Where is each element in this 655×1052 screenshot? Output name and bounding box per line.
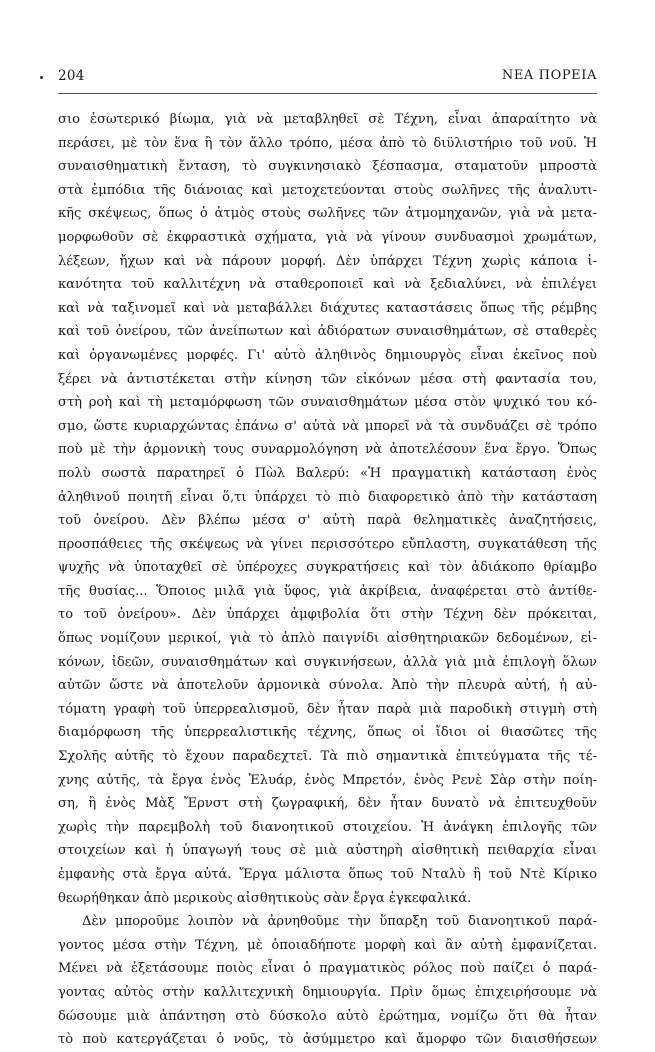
text-line: καὶ νὰ ταξινομεῖ καὶ νὰ μεταβάλλει διάχυτες καταστάσεις ὅπως τῆς ρέμβης <box>58 300 597 316</box>
text-line: διαμόρφωση τῆς ὑπερρεαλιστικῆς τέχνης, ὅπως οἱ ἴδιοι οἱ θιασῶτες τῆς <box>58 725 597 741</box>
text-line: σμο, ὥστε κυριαρχώντας ἐπάνω σ' αὐτὰ νὰ μπορεῖ νὰ τὰ συνδυάζει σὲ τρόπο <box>58 418 597 434</box>
text-line: στὴ ροὴ καὶ τὴ μεταμόρφωση τῶν συναισθημάτων μέσα στὸν ψυχικό του κό- <box>58 395 597 411</box>
text-line: το τοῦ ὀνείρου». Δὲν ὑπάρχει ἀμφιβολία ὅτι στὴν Τέχνη δὲν πρόκειται, <box>58 607 597 623</box>
text-line: προσπάθειες τῆς σκέψεως νὰ γίνει περισσότερο εὔπλαστη, συγκατάθεση τῆς <box>58 536 597 552</box>
text-line: κανότητα τοῦ καλλιτέχνη νὰ σταθεροποιεῖ καὶ νὰ ξεδιαλύνει, νὰ ἐπιλέγει <box>58 277 597 293</box>
text-line: στὰ ἐμπόδια τῆς διάνοιας καὶ μετοχετεύονται στοὺς σωλῆνες τῆς ἀναλυτι- <box>58 182 597 198</box>
text-line: ὅπως νομίζουν μερικοί, γιὰ τὸ ἁπλὸ παιγνίδι αἰσθητηριακῶν δεδομένων, εἰ- <box>58 631 597 647</box>
page-header <box>0 68 655 92</box>
text-line: τοῦ ὀνείρου. Δὲν βλέπω μέσα σ' αὐτὴ παρὰ θεληματικὲς ἀναζητήσεις, <box>58 513 597 529</box>
text-line: ἐμφανὴς στὰ ἔργα αὐτά. Ἔργα μάλιστα ὅπως τοῦ Νταλὺ ἢ τοῦ Ντὲ Κίρικο <box>58 867 597 882</box>
text-line: λέξεων, ἤχων καὶ νὰ πάρουν μορφή. Δὲν ὑπάρχει Τέχνη χωρὶς κάποια ἱ- <box>58 253 597 269</box>
margin-dot <box>40 76 43 79</box>
text-line: θεωρήθηκαν ἀπὸ μερικοὺς αἰσθητικοὺς σὰν ἔργα ἐγκεφαλικά. <box>58 890 472 906</box>
text-line: μορφωθοῦν σὲ ἐκφραστικὰ σχήματα, γιὰ νὰ γίνουν συνδυασμοὶ χρωμάτων, <box>58 229 597 245</box>
text-line: χωρὶς τὴν παρεμβολὴ τοῦ διανοητικοῦ στοιχείου. Ἡ ἀνάγκη ἐπιλογῆς τῶν <box>58 819 597 835</box>
text-line: καὶ ὀργανωμένες μορφές. Γι' αὐτὸ ἀληθινὸς δημιουργὸς εἶναι ἐκεῖνος ποὺ <box>58 347 597 363</box>
running-head: ΝΕΑ ΠΟΡΕΙΑ <box>501 68 597 83</box>
text-line: τῆς θυσίας... Ὅποιος μιλᾶ γιὰ ὕφος, γιὰ ἀκρίβεια, ἀναφέρεται στὸ ἀντίθε- <box>58 583 597 599</box>
text-line: κῆς σκέψεως, ὅπως ὁ ἀτμὸς στοὺς σωλῆνες τῶν ἀτμομηχανῶν, γιὰ νὰ μετα- <box>58 206 597 222</box>
text-line: χνης αὐτῆς, τὰ ἔργα ἑνὸς Ἐλυάρ, ἑνὸς Μπρετόν, ἑνὸς Ρενὲ Σὰρ στὴν ποίη- <box>58 772 597 788</box>
text-line: συναισθηματικὴ ἔνταση, τὸ συγκινησιακὸ ξέσπασμα, σταματοῦν μπροστὰ <box>58 159 597 175</box>
text-line: ψυχῆς νὰ ὑποταχθεῖ σὲ ὑπέροχες συγκρατήσεις καὶ τὸν ἀδιάκοπο θρίαμβο <box>58 560 597 576</box>
text-line: στοιχείων καὶ ἡ ὑπαγωγή τους σὲ μιὰ αὐστηρὴ αἰσθητικὴ πειθαρχία εἶναι <box>58 843 597 859</box>
text-line: ποὺ μὲ τὴν ἁρμονικὴ τους συναρμολόγηση νὰ ἀποτελέσουν ἕνα ἔργο. Ὅπως <box>58 442 597 458</box>
text-line: ση, ἢ ἑνὸς Μὰξ Ἔρνστ στὴ ζωγραφική, δὲν ἦταν δυνατὸ νὰ ἐπιτευχθοῦν <box>58 796 597 812</box>
text-line: σιο ἐσωτερικό βίωμα, γιὰ νὰ μεταβληθεῖ σὲ Τέχνη, εἶναι ἀπαραίτητο νὰ <box>58 112 597 127</box>
page-number: 204 <box>58 68 85 84</box>
text-line: καὶ τοῦ ὀνείρου, τῶν ἀνείπωτων καὶ ἀδιόρατων συναισθημάτων, σὲ σταθερὲς <box>58 324 597 340</box>
text-line: γοντος μέσα στὴν Τέχνη, μὲ ὁποιαδήποτε μορφὴ καὶ ἂν αὐτὴ ἐμφανίζεται. <box>58 937 597 953</box>
text-line: κόνων, ἰδεῶν, συναισθημάτων καὶ συγκινήσεων, ἀλλὰ γιὰ μιὰ ἐπιλογὴ ὅλων <box>58 654 597 670</box>
text-line: Δὲν μποροῦμε λοιπὸν νὰ ἀρνηθοῦμε τὴν ὕπαρξη τοῦ διανοητικοῦ παρά- <box>82 914 597 930</box>
text-line: Μένει νὰ ἐξετάσουμε ποιὸς εἶναι ὁ πραγματικὸς ρόλος ποὺ παίζει ὁ παρά- <box>58 961 597 977</box>
text-line: γοντας αὐτὸς στὴν καλλιτεχνικὴ δημιουργία. Πρὶν ὅμως ἐπιχειρήσουμε νὰ <box>58 984 597 1000</box>
header-rule <box>58 93 597 94</box>
text-line: ξέρει νὰ ἀντιστέκεται στὴν κίνηση τῶν εἰκόνων μέσα στὴ φαντασία του, <box>58 371 597 387</box>
text-line: Σχολῆς αὐτῆς τὸ ἔχουν παραδεχτεῖ. Τὰ πιὸ σημαντικὰ ἐπιτεύγματα τῆς τέ- <box>58 749 597 765</box>
text-line: τόματη γραφὴ τοῦ ὑπερρεαλισμοῦ, δὲν ἦταν παρὰ μιὰ παροδικὴ στιγμὴ στὴ <box>58 701 597 717</box>
text-line: αὐτῶν ὥστε νὰ ἀποτελοῦν ἁρμονικὰ σύνολα. Ἀπὸ τὴν πλευρὰ αὐτή, ἡ αὐ- <box>58 678 597 694</box>
text-line: ἀληθινοῦ ποιητῆ εἶναι ὅ,τι ὑπάρχει τὸ πιὸ διαφορετικὸ ἀπὸ τὴν κατάσταση <box>58 489 597 505</box>
text-line: δώσουμε μιὰ ἀπάντηση στὸ δύσκολο αὐτὸ ἐρώτημα, νομίζω ὅτι θὰ ἦταν <box>58 1008 597 1024</box>
text-line: πολὺ σωστὰ παρατηρεῖ ὁ Πὼλ Βαλερύ: «Ἡ πραγματικὴ κατάσταση ἑνὸς <box>58 465 597 481</box>
body-text <box>58 108 597 1052</box>
text-line: περάσει, μὲ τὸν ἕνα ἢ τὸν ἄλλο τρόπο, μέσα ἀπὸ τὸ διϋλιστήριο τοῦ νοῦ. Ἡ <box>58 135 597 151</box>
text-line: τὸ ποὺ κατεργάζεται ὁ νοῦς, τὸ ἀσύμμετρο καὶ ἄμορφο τῶν διαισθήσεων <box>58 1032 597 1048</box>
